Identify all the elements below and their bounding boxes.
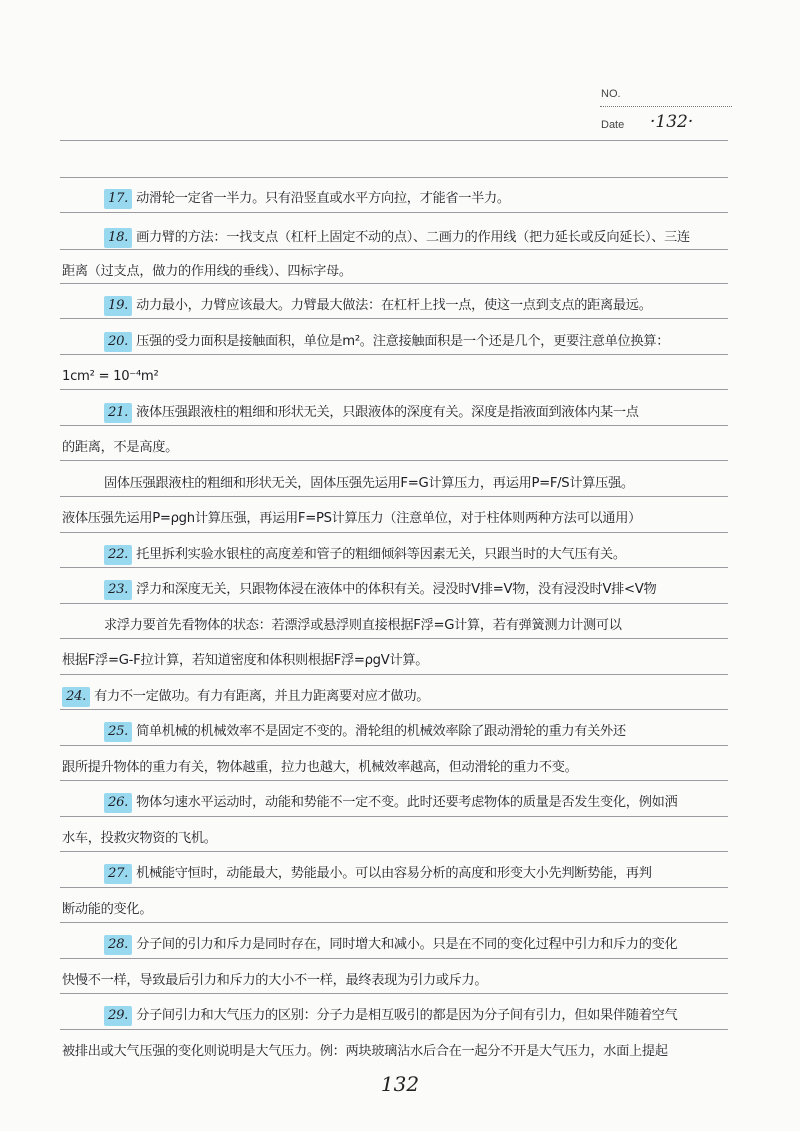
note-23 [104,580,728,600]
note-22 [104,545,728,565]
note-text: 液体压强跟液柱的粗细和形状无关，只跟液体的深度有关。深度是指液面到液体内某一点 [136,405,639,420]
ruled-line [60,177,728,178]
note-18 [104,228,728,248]
note-23-cont: 求浮力要首先看物体的状态：若漂浮或悬浮则直接根据F浮=G计算，若有弹簧测力计测可以 [104,618,622,633]
note-21-liquid-pressure: 液体压强先运用P=ρgh计算压强，再运用F=PS计算压力（注意单位，对于柱体则两种方法可以通用） [62,511,641,526]
note-text: 有力不一定做功。有力有距离，并且力距离要对应才做功。 [94,689,430,704]
note-number: 24. [62,687,90,707]
note-17 [104,189,728,209]
ruled-line [60,993,728,994]
note-23-cont2: 根据F浮=G-F拉计算，若知道密度和体积则根据F浮=ρgV计算。 [62,653,429,668]
note-text: 浮力和深度无关，只跟物体浸在液体中的体积有关。浸没时V排=V物，没有浸没时V排<V物 [136,582,657,597]
note-text: 物体匀速水平运动时，动能和势能不一定不变。此时还要考虑物体的质量是否发生变化，例如洒 [136,795,678,810]
note-number: 18. [104,228,132,248]
ruled-line [60,140,728,141]
ruled-line [60,851,728,852]
ruled-line [60,283,728,284]
note-text: 简单机械的机械效率不是固定不变的。滑轮组的机械效率除了跟动滑轮的重力有关外还 [136,724,626,739]
ruled-line [60,318,728,319]
note-26-cont: 水车，投救灾物资的飞机。 [62,831,217,846]
date-value: ·132· [650,112,694,132]
note-text: 动滑轮一定省一半力。只有沿竖直或水平方向拉，才能省一半力。 [136,191,510,206]
ruled-line [60,638,728,639]
note-number: 29. [104,1006,132,1026]
note-25-cont: 跟所提升物体的重力有关，物体越重，拉力也越大，机械效率越高，但动滑轮的重力不变。 [62,760,578,775]
ruled-line [60,389,728,390]
note-number: 20. [104,332,132,352]
ruled-line [60,425,728,426]
note-number: 25. [104,722,132,742]
no-label: NO. [601,88,621,100]
note-text: 画力臂的方法：一找支点（杠杆上固定不动的点）、二画力的作用线（把力延长或反向延长）、三连 [136,230,690,245]
ruled-line [60,603,728,604]
note-number: 21. [104,403,132,423]
ruled-line [60,674,728,675]
note-28-cont: 快慢不一样，导致最后引力和斥力的大小不一样，最终表现为引力或斥力。 [62,973,488,988]
note-29 [104,1006,728,1026]
ruled-line [60,249,728,250]
note-number: 19. [104,296,132,316]
note-number: 26. [104,793,132,813]
note-text: 动力最小，力臂应该最大。力臂最大做法：在杠杆上找一点，使这一点到支点的距离最远。 [136,298,652,313]
note-text: 托里拆利实验水银柱的高度差和管子的粗细倾斜等因素无关，只跟当时的大气压有关。 [136,547,626,562]
note-text: 压强的受力面积是接触面积，单位是m²。注意接触面积是一个还是几个，更要注意单位换算： [136,334,670,349]
note-20 [104,332,728,352]
note-text: 机械能守恒时，动能最大，势能最小。可以由容易分析的高度和形变大小先判断势能，再判 [136,866,652,881]
note-19 [104,296,728,316]
ruled-line [60,887,728,888]
note-20-cont: 1cm² = 10⁻⁴m² [62,369,159,384]
ruled-line [60,780,728,781]
note-18-cont: 距离（过支点，做力的作用线的垂线）、四标字母。 [62,264,352,279]
ruled-line [60,354,728,355]
note-number: 27. [104,864,132,884]
note-21 [104,403,728,423]
note-text: 分子间的引力和斥力是同时存在，同时增大和减小。只是在不同的变化过程中引力和斥力的变化 [136,937,678,952]
note-27 [104,864,728,884]
ruled-line [60,816,728,817]
date-label: Date [601,119,625,131]
ruled-line [60,496,728,497]
note-21-solid-pressure: 固体压强跟液柱的粗细和形状无关，固体压强先运用F=G计算压力，再运用P=F/S计算压强。 [104,476,634,491]
note-number: 28. [104,935,132,955]
ruled-line [60,212,728,213]
no-dotted-line [600,106,732,107]
ruled-line [60,745,728,746]
note-27-cont: 断动能的变化。 [62,902,153,917]
ruled-line [60,567,728,568]
note-25 [104,722,728,742]
note-28 [104,935,728,955]
note-text: 分子间引力和大气压力的区别：分子力是相互吸引的都是因为分子间有引力，但如果伴随着空气 [136,1008,678,1023]
ruled-line [60,460,728,461]
note-number: 22. [104,545,132,565]
note-21-cont: 的距离，不是高度。 [62,440,178,455]
ruled-line [60,532,728,533]
note-24 [62,687,728,707]
ruled-line [60,1029,728,1030]
ruled-line [60,922,728,923]
note-29-cont: 被排出或大气压强的变化则说明是大气压力。例：两块玻璃沾水后合在一起分不开是大气压力，水面上提起 [62,1044,668,1059]
note-number: 23. [104,580,132,600]
ruled-line [60,709,728,710]
page-number: 132 [380,1072,420,1096]
note-number: 17. [104,189,132,209]
note-26 [104,793,728,813]
ruled-line [60,958,728,959]
